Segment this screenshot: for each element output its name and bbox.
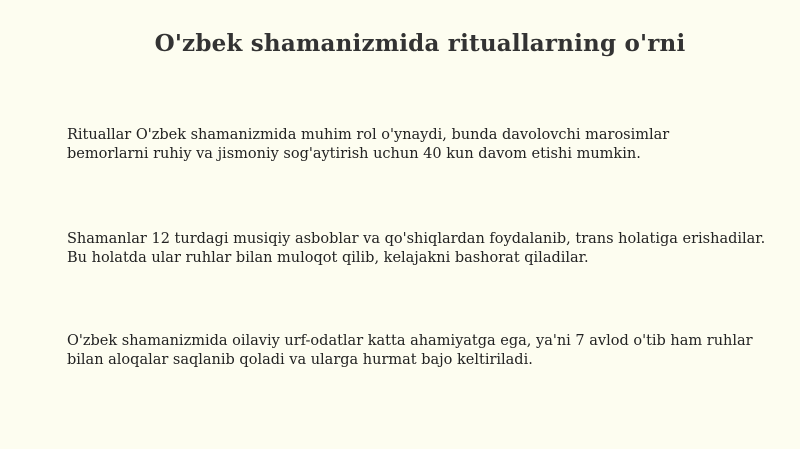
paragraph-line: Shamanlar 12 turdagi musiqiy asboblar va qo'shiqlardan foydalanib, trans holatiga erishadilar. [67, 231, 766, 247]
paragraph-line: bilan aloqalar saqlanib qoladi va ularga hurmat bajo keltiriladi. [67, 352, 533, 368]
paragraph-line: Rituallar O'zbek shamanizmida muhim rol o'ynaydi, bunda davolovchi marosimlar [67, 127, 670, 143]
paragraph-rituals [67, 126, 767, 164]
paragraph-line: Bu holatda ular ruhlar bilan muloqot qilib, kelajakni bashorat qiladilar. [67, 250, 589, 266]
paragraph-line: O'zbek shamanizmida oilaviy urf-odatlar katta ahamiyatga ega, ya'ni 7 avlod o'tib ham ruhlar [67, 333, 753, 349]
paragraph-shamans [67, 230, 767, 268]
paragraph-family-traditions [67, 332, 767, 370]
slide-title: O'zbek shamanizmida rituallarning o'rni [154, 30, 686, 57]
paragraph-line: bemorlarni ruhiy va jismoniy sog'aytirish uchun 40 kun davom etishi mumkin. [67, 146, 641, 162]
